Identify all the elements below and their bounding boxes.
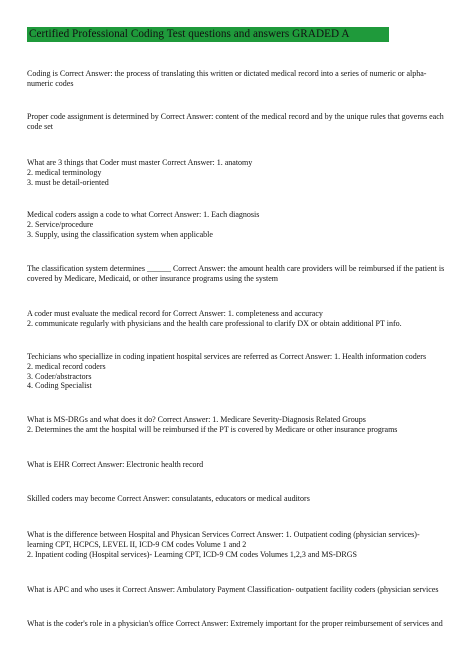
qa-line: What is the difference between Hospital and Physican Services Correct Answer: 1. Outpatient coding (physician services)-: [27, 530, 420, 539]
qa-line: Coding is Correct Answer: the process of translating this written or dictated medical record into a series of numeric or alpha-: [27, 69, 427, 78]
qa-entry: [27, 460, 447, 470]
qa-line: 2. Inpatient coding (Hospital services)- Learning CPT, ICD-9 CM codes Volumes 1,2,3 and MS-DRGS: [27, 549, 357, 559]
title-banner: [27, 27, 389, 42]
qa-line: What is EHR Correct Answer: Electronic health record: [27, 460, 204, 469]
qa-line: Medical coders assign a code to what Correct Answer: 1. Each diagnosis: [27, 210, 260, 219]
qa-entry: [27, 264, 447, 284]
qa-line: What is the coder's role in a physician's office Correct Answer: Extremely important for the proper reimbursement of services and: [27, 619, 443, 628]
qa-line: learning CPT, HCPCS, LEVEL II, ICD-9 CM codes Volume 1 and 2: [27, 539, 247, 549]
qa-entry: [27, 112, 447, 132]
qa-entry: [27, 69, 447, 89]
qa-entry: [27, 158, 447, 187]
qa-line: numeric codes: [27, 78, 74, 88]
qa-line: 2. medical terminology: [27, 167, 102, 177]
qa-line: A coder must evaluate the medical record for Correct Answer: 1. completeness and accuracy: [27, 309, 323, 318]
qa-line: What are 3 things that Coder must master Correct Answer: 1. anatomy: [27, 158, 253, 167]
qa-entry: [27, 210, 447, 239]
qa-line: The classification system determines ______ Correct Answer: the amount health care providers will be reimbursed if the patient is: [27, 264, 445, 273]
qa-line: 2. Determines the amt the hospital will be reimbursed if the PT is covered by Medicare or other insurance programs: [27, 424, 398, 434]
qa-line: 3. Supply, using the classification system when applicable: [27, 229, 213, 239]
qa-entry: [27, 352, 447, 391]
qa-entry: [27, 619, 447, 629]
qa-entry: [27, 530, 447, 559]
qa-line: Techicians who speciallize in coding inpatient hospital services are referred as Correct Answer: 1. Health information coders: [27, 352, 427, 361]
qa-line: 3. must be detail-oriented: [27, 177, 109, 187]
qa-entry: [27, 415, 447, 435]
qa-line: 4. Coding Specialist: [27, 381, 92, 391]
qa-line: 2. medical record coders: [27, 361, 106, 371]
qa-line: covered by Medicare, Medicaid, or other insurance programs using the system: [27, 273, 279, 283]
qa-entry: [27, 494, 447, 504]
qa-entry: [27, 309, 447, 329]
qa-line: 2. Service/procedure: [27, 219, 94, 229]
qa-line: code set: [27, 121, 53, 131]
qa-line: 3. Coder/abstractors: [27, 371, 92, 381]
qa-line: What is MS-DRGs and what does it do? Correct Answer: 1. Medicare Severity-Diagnosis Related Groups: [27, 415, 366, 424]
qa-entry: [27, 585, 447, 595]
qa-line: 2. communicate regularly with physicians and the health care professional to clarify DX or obtain additional PT info.: [27, 318, 402, 328]
qa-line: Skilled coders may become Correct Answer: consulatants, educators or medical auditors: [27, 494, 310, 503]
qa-line: What is APC and who uses it Correct Answer: Ambulatory Payment Classification- outpatient facility coders (physician services: [27, 585, 439, 594]
document-title: Certified Professional Coding Test questions and answers GRADED A: [29, 28, 350, 40]
qa-line: Proper code assignment is determined by Correct Answer: content of the medical record and by the unique rules that governs each: [27, 112, 444, 121]
